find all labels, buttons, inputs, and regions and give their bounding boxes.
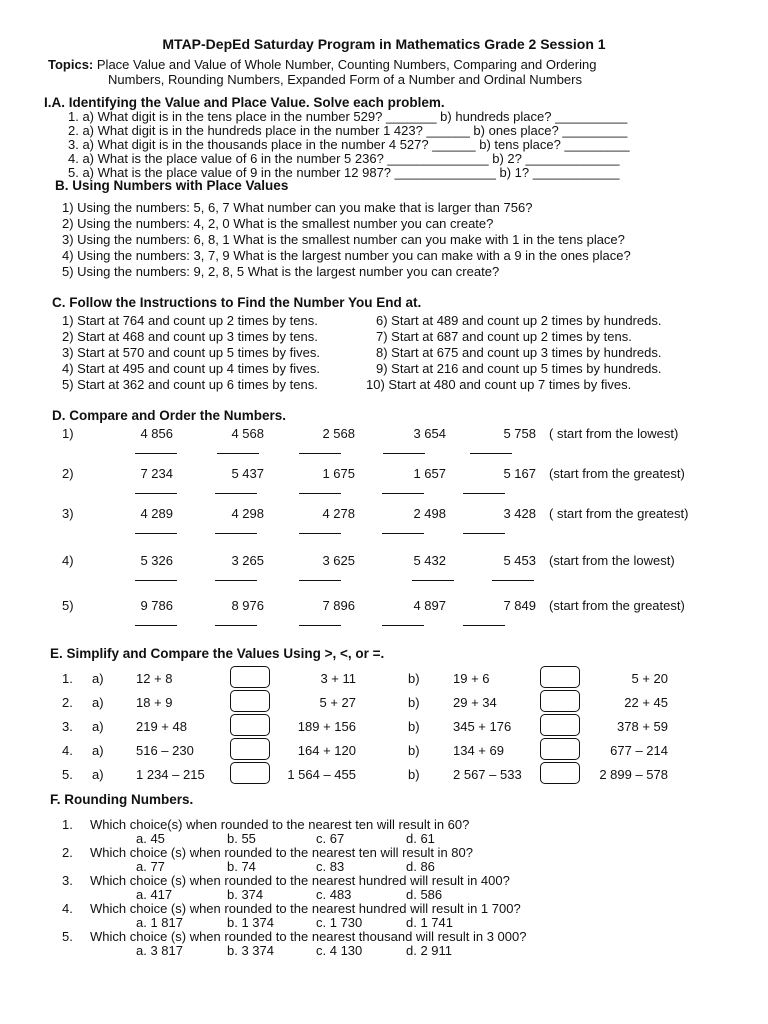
order-instruction: ( start from the greatest) (549, 506, 689, 521)
answer-choice[interactable]: a. 77 (136, 859, 165, 874)
comparison-answer-box[interactable] (540, 738, 580, 760)
comparison-answer-box[interactable] (540, 666, 580, 688)
compare-part-label: b) (408, 767, 420, 782)
order-instruction: (start from the lowest) (549, 553, 675, 568)
compare-part-label: b) (408, 671, 420, 686)
compare-part-label: b) (408, 695, 420, 710)
question-text: Which choice (s) when rounded to the nearest thousand will result in 3 000? (90, 929, 527, 944)
order-value: 2 498 (413, 506, 446, 521)
comparison-answer-box[interactable] (540, 762, 580, 784)
order-row-number: 1) (62, 426, 74, 441)
order-value: 3 265 (231, 553, 264, 568)
right-expression: 164 + 120 (297, 743, 356, 758)
section-c-item: 5) Start at 362 and count up 6 times by tens. (62, 377, 318, 392)
answer-blank[interactable] (299, 580, 341, 581)
section-e-heading: E. Simplify and Compare the Values Using >, <, or =. (50, 646, 385, 661)
section-a-heading: I.A. Identifying the Value and Place Value. Solve each problem. (44, 95, 445, 110)
section-b-item: 2) Using the numbers: 4, 2, 0 What is the smallest number you can create? (62, 216, 494, 231)
comparison-answer-box[interactable] (540, 690, 580, 712)
right-expression: 189 + 156 (297, 719, 356, 734)
answer-blank[interactable] (470, 453, 512, 454)
section-b-item: 5) Using the numbers: 9, 2, 8, 5 What is the largest number you can create? (62, 264, 500, 279)
section-d-heading: D. Compare and Order the Numbers. (52, 408, 287, 423)
answer-choice[interactable]: d. 61 (406, 831, 435, 846)
question-number: 3. (62, 873, 73, 888)
answer-choice[interactable]: d. 2 911 (406, 943, 453, 958)
answer-choice[interactable]: d. 1 741 (406, 915, 453, 930)
answer-choice[interactable]: b. 374 (227, 887, 264, 902)
right-expression: 22 + 45 (624, 695, 668, 710)
question-number: 5. (62, 929, 73, 944)
section-a-item: 3. a) What digit is in the thousands place in the number 4 527? ______ b) tens place? _________ (68, 137, 630, 152)
order-value: 8 976 (231, 598, 264, 613)
left-expression: 1 234 – 215 (136, 767, 205, 782)
order-value: 7 849 (503, 598, 536, 613)
answer-choice[interactable]: a. 3 817 (136, 943, 183, 958)
order-instruction: ( start from the lowest) (549, 426, 679, 441)
answer-choice[interactable]: a. 45 (136, 831, 165, 846)
order-value: 7 896 (322, 598, 355, 613)
section-b-heading: B. Using Numbers with Place Values (55, 178, 289, 193)
question-text: Which choice (s) when rounded to the nearest hundred will result in 1 700? (90, 901, 521, 916)
order-value: 5 758 (503, 426, 536, 441)
order-value: 4 289 (140, 506, 173, 521)
answer-choice[interactable]: c. 67 (316, 831, 345, 846)
left-expression: 516 – 230 (136, 743, 194, 758)
answer-blank[interactable] (382, 625, 424, 626)
right-expression: 3 + 11 (320, 671, 356, 686)
order-instruction: (start from the greatest) (549, 598, 685, 613)
answer-choice[interactable]: c. 1 730 (316, 915, 363, 930)
answer-blank[interactable] (135, 453, 177, 454)
order-value: 4 897 (413, 598, 446, 613)
section-c-item: 9) Start at 216 and count up 5 times by hundreds. (376, 361, 662, 376)
question-text: Which choice (s) when rounded to the nearest hundred will result in 400? (90, 873, 510, 888)
compare-part-label: a) (92, 719, 104, 734)
order-instruction: (start from the greatest) (549, 466, 685, 481)
topics-label: Topics: (48, 57, 94, 72)
order-value: 3 428 (503, 506, 536, 521)
order-value: 7 234 (140, 466, 173, 481)
order-value: 3 625 (322, 553, 355, 568)
question-number: 1. (62, 817, 73, 832)
question-text: Which choice (s) when rounded to the nearest ten will result in 80? (90, 845, 473, 860)
order-value: 4 568 (231, 426, 264, 441)
answer-choice[interactable]: b. 3 374 (227, 943, 274, 958)
order-value: 4 298 (231, 506, 264, 521)
compare-part-label: a) (92, 743, 104, 758)
answer-blank[interactable] (412, 580, 454, 581)
left-expression: 219 + 48 (136, 719, 187, 734)
answer-blank[interactable] (463, 533, 505, 534)
left-expression: 29 + 34 (453, 695, 497, 710)
right-expression: 5 + 27 (319, 695, 356, 710)
answer-blank[interactable] (463, 625, 505, 626)
answer-blank[interactable] (135, 625, 177, 626)
compare-row-number: 3. (62, 719, 73, 734)
answer-blank[interactable] (217, 453, 259, 454)
answer-choice[interactable]: d. 86 (406, 859, 435, 874)
answer-blank[interactable] (215, 580, 257, 581)
section-a-item: 2. a) What digit is in the hundreds place in the number 1 423? ______ b) ones place? _________ (68, 123, 628, 138)
answer-blank[interactable] (215, 625, 257, 626)
page-title: MTAP-DepEd Saturday Program in Mathematics Grade 2 Session 1 (162, 36, 606, 52)
answer-blank[interactable] (492, 580, 534, 581)
right-expression: 1 564 – 455 (287, 767, 356, 782)
comparison-answer-box[interactable] (230, 762, 270, 784)
order-value: 5 326 (140, 553, 173, 568)
answer-blank[interactable] (383, 453, 425, 454)
left-expression: 12 + 8 (136, 671, 173, 686)
section-c-item: 1) Start at 764 and count up 2 times by tens. (62, 313, 318, 328)
answer-blank[interactable] (382, 533, 424, 534)
compare-part-label: b) (408, 743, 420, 758)
compare-row-number: 4. (62, 743, 73, 758)
order-row-number: 2) (62, 466, 74, 481)
comparison-answer-box[interactable] (230, 690, 270, 712)
order-value: 5 453 (503, 553, 536, 568)
topics-line-1 (48, 58, 596, 71)
compare-part-label: b) (408, 719, 420, 734)
answer-blank[interactable] (299, 453, 341, 454)
answer-blank[interactable] (135, 493, 177, 494)
right-expression: 677 – 214 (610, 743, 668, 758)
left-expression: 19 + 6 (453, 671, 490, 686)
answer-blank[interactable] (299, 493, 341, 494)
section-c-item: 7) Start at 687 and count up 2 times by tens. (376, 329, 632, 344)
compare-part-label: a) (92, 767, 104, 782)
comparison-answer-box[interactable] (230, 714, 270, 736)
order-row-number: 3) (62, 506, 74, 521)
section-c-item: 3) Start at 570 and count up 5 times by fives. (62, 345, 320, 360)
order-value: 2 568 (322, 426, 355, 441)
answer-choice[interactable]: c. 4 130 (316, 943, 363, 958)
order-row-number: 4) (62, 553, 74, 568)
order-value: 5 437 (231, 466, 264, 481)
section-b-item: 3) Using the numbers: 6, 8, 1 What is the smallest number can you make with 1 in the tens place? (62, 232, 625, 247)
left-expression: 2 567 – 533 (453, 767, 522, 782)
section-b-item: 4) Using the numbers: 3, 7, 9 What is the largest number you can make with a 9 in the ones place? (62, 248, 631, 263)
order-value: 5 167 (503, 466, 536, 481)
right-expression: 378 + 59 (617, 719, 668, 734)
answer-choice[interactable]: b. 74 (227, 859, 256, 874)
left-expression: 18 + 9 (136, 695, 173, 710)
section-c-item: 6) Start at 489 and count up 2 times by hundreds. (376, 313, 662, 328)
section-c-item: 4) Start at 495 and count up 4 times by fives. (62, 361, 320, 376)
topics-line-2: Numbers, Rounding Numbers, Expanded Form of a Number and Ordinal Numbers (108, 72, 582, 87)
compare-part-label: a) (92, 695, 104, 710)
answer-choice[interactable]: a. 417 (136, 887, 173, 902)
section-c-item: 8) Start at 675 and count up 3 times by hundreds. (376, 345, 662, 360)
comparison-answer-box[interactable] (230, 738, 270, 760)
answer-choice[interactable]: b. 55 (227, 831, 256, 846)
question-number: 4. (62, 901, 73, 916)
answer-blank[interactable] (463, 493, 505, 494)
question-number: 2. (62, 845, 73, 860)
section-a-item: 1. a) What digit is in the tens place in the number 529? _______ b) hundreds place? __________ (68, 109, 628, 124)
order-value: 3 654 (413, 426, 446, 441)
section-a-item: 5. a) What is the place value of 9 in the number 12 987? ______________ b) 1? ____________ (68, 165, 620, 180)
compare-part-label: a) (92, 671, 104, 686)
right-expression: 5 + 20 (631, 671, 668, 686)
section-c-item: 2) Start at 468 and count up 3 times by tens. (62, 329, 318, 344)
section-a-item: 4. a) What is the place value of 6 in the number 5 236? ______________ b) 2? _____________ (68, 151, 620, 166)
answer-choice[interactable]: d. 586 (406, 887, 443, 902)
comparison-answer-box[interactable] (540, 714, 580, 736)
answer-blank[interactable] (215, 493, 257, 494)
comparison-answer-box[interactable] (230, 666, 270, 688)
order-row-number: 5) (62, 598, 74, 613)
section-f-heading: F. Rounding Numbers. (50, 792, 194, 807)
compare-row-number: 5. (62, 767, 73, 782)
left-expression: 134 + 69 (453, 743, 504, 758)
section-c-item: 10) Start at 480 and count up 7 times by fives. (366, 377, 632, 392)
answer-blank[interactable] (135, 533, 177, 534)
order-value: 4 278 (322, 506, 355, 521)
answer-blank[interactable] (135, 580, 177, 581)
order-value: 1 675 (322, 466, 355, 481)
topics-text-1: Place Value and Value of Whole Number, Counting Numbers, Comparing and Ordering (96, 57, 597, 72)
answer-blank[interactable] (382, 493, 424, 494)
compare-row-number: 2. (62, 695, 73, 710)
section-b-item: 1) Using the numbers: 5, 6, 7 What number can you make that is larger than 756? (62, 200, 533, 215)
question-text: Which choice(s) when rounded to the nearest ten will result in 60? (90, 817, 470, 832)
answer-choice[interactable]: a. 1 817 (136, 915, 183, 930)
answer-blank[interactable] (215, 533, 257, 534)
answer-choice[interactable]: c. 483 (316, 887, 352, 902)
answer-choice[interactable]: b. 1 374 (227, 915, 274, 930)
answer-blank[interactable] (299, 625, 341, 626)
answer-choice[interactable]: c. 83 (316, 859, 345, 874)
order-value: 9 786 (140, 598, 173, 613)
answer-blank[interactable] (299, 533, 341, 534)
right-expression: 2 899 – 578 (599, 767, 668, 782)
order-value: 1 657 (413, 466, 446, 481)
left-expression: 345 + 176 (453, 719, 512, 734)
section-c-heading: C. Follow the Instructions to Find the Number You End at. (52, 295, 422, 310)
compare-row-number: 1. (62, 671, 73, 686)
order-value: 4 856 (140, 426, 173, 441)
order-value: 5 432 (413, 553, 446, 568)
